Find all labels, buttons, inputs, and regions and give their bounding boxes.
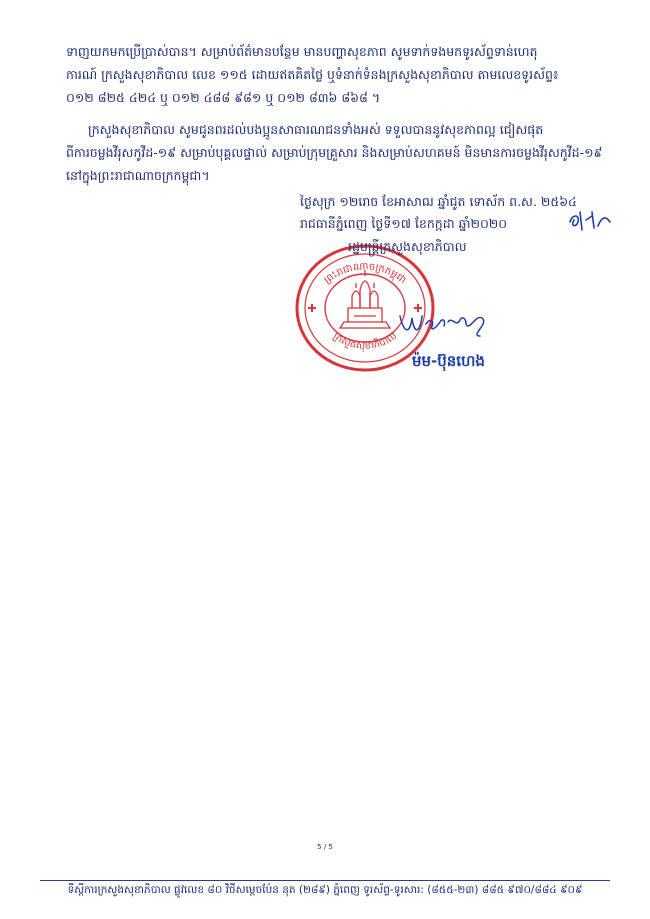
- angkor-temple-icon: [340, 270, 390, 328]
- footer-address: ទីស្តីការក្រសួងសុខាភិបាល ផ្លូវលេខ ៨០ វិថីសម្តេចប៉ែន នុត (២៨៩) ភ្នំពេញ ទូរស័ព្ទ-ទូរសារ: (៨៥៥-២៣) ៨៨៥ ៩៧០/៨៨៤ ៩០៩: [67, 884, 583, 896]
- seal-bottom-text: ក្រសួងសុខាភិបាល: [330, 330, 400, 352]
- initials-handwriting: [566, 208, 614, 234]
- lunar-date-line: ថ្ងៃសុក្រ ១២រោច ខែអាសាឍ ឆ្នាំជូត ទោស័ក ព.ស. ២៥៦៤: [300, 194, 577, 209]
- paragraph-line: ០១២ ៨២៥ ៤២៤ ឬ ០១២ ៤៨៨ ៩៨១ ឬ ០១២ ៨៣៦ ៨៦៨ ។: [66, 90, 381, 105]
- paragraph-line: ក្រសួងសុខាភិបាល សូមជូនពរដល់បងប្អូនសាធារណជនទាំងអស់ ទទួលបាននូវសុខភាពល្អ ជៀសផុត: [88, 122, 544, 137]
- place-date-line: រាជធានីភ្នំពេញ ថ្ងៃទី១៧ ខែកក្កដា ឆ្នាំ២០២០: [300, 216, 508, 231]
- paragraph-line: ពីការចម្លងវីរុសកូវីដ-១៩ សម្រាប់បុគ្គលផ្ទាល់ សម្រាប់ក្រុមគ្រួសារ និងសម្រាប់សហគមន៍ មិនមានការចម្លងវីរុសកូវីដ-១៩: [66, 145, 603, 160]
- signature-block: [0, 0, 650, 420]
- signature-handwriting: [396, 306, 492, 340]
- paragraph-line: ទាញយកមកប្រើប្រាស់បាន។ សម្រាប់ព័ត៌មានបន្ថែម មានបញ្ហាសុខភាព សូមទាក់ទងមកទូរស័ព្ទទាន់ហេតុ: [66, 44, 538, 59]
- footer-divider: [40, 880, 610, 881]
- paragraph-line: នៅក្នុងព្រះរាជាណាចក្រកម្ពុជា។: [66, 168, 210, 183]
- minister-name: ម៉ម-ប៊ុនហេង: [412, 352, 485, 370]
- paragraph-line: ការណ៍ ក្រសួងសុខាភិបាល លេខ ១១៥ ដោយឥតគិតថ្លៃ ឬទំនាក់ទំនងក្រសួងសុខាភិបាល តាមលេខទូរស័ព្ទ៖: [66, 67, 559, 82]
- page-number: 5 / 5: [317, 843, 333, 851]
- seal-top-text: ព្រះរាជាណាចក្រកម្ពុជា: [322, 261, 408, 287]
- minister-title: រដ្ឋមន្ត្រីក្រសួងសុខាភិបាល: [348, 239, 467, 254]
